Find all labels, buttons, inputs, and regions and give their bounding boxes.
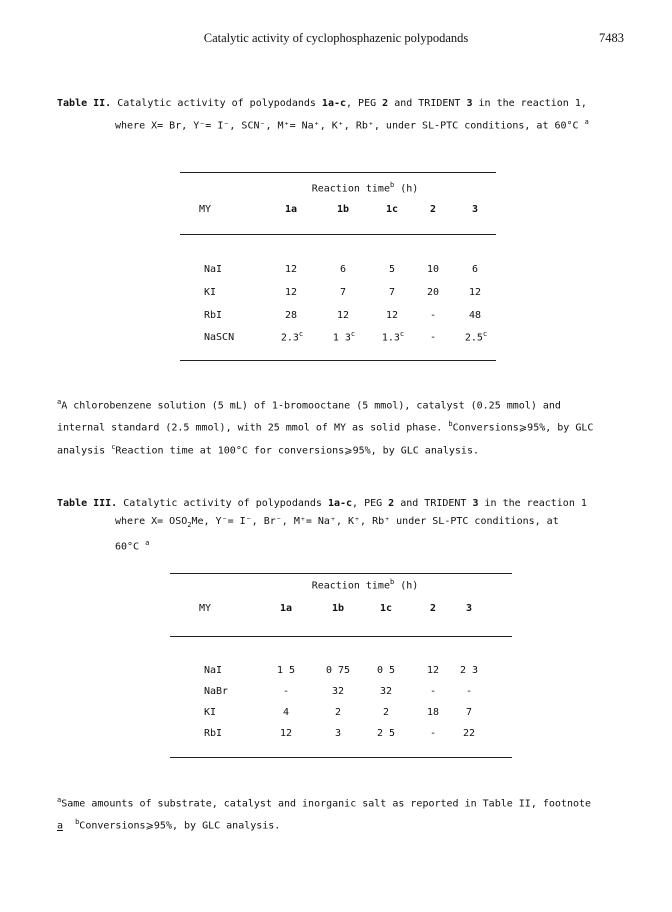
table-row: NaBr [204, 686, 229, 697]
table-cell: 18 [426, 707, 440, 718]
table3-bottom-rule [170, 757, 512, 758]
table-cell: 12 [284, 264, 298, 275]
table2-group-header: Reaction time$^b$ (h) [311, 181, 419, 195]
table-cell: 12 [284, 287, 298, 298]
table-cell: 2 3 [459, 665, 479, 676]
table-row: NaI [204, 665, 223, 676]
table3-col-header-1a: 1a [279, 603, 293, 614]
table-cell: 2.3$^c$ [280, 330, 304, 344]
table3-col-header-1b: 1b [331, 603, 345, 614]
table-cell: 6 [471, 264, 479, 275]
table2-col-header-3: 3 [471, 204, 479, 215]
table-cell: 28 [284, 310, 298, 321]
table-cell: 3 [334, 728, 342, 739]
table-row: RbI [204, 310, 223, 321]
table3-col-header-3: 3 [465, 603, 473, 614]
table3-col-header-my: MY [199, 603, 212, 614]
table-cell: 0 5 [376, 665, 396, 676]
table-cell: 7 [388, 287, 396, 298]
table2-footnote-line3: analysis $^c$Reaction time at 100°C for conversions⩾95%, by GLC analysis. [57, 442, 479, 456]
table-cell: 20 [426, 287, 440, 298]
page-number: 7483 [599, 31, 624, 45]
table-cell: 32 [379, 686, 393, 697]
table-cell: 2 [334, 707, 342, 718]
table-cell: 12 [336, 310, 350, 321]
table-cell: 7 [465, 707, 473, 718]
table-cell: 1.3$^c$ [381, 330, 405, 344]
table-row: KI [204, 707, 217, 718]
table-cell: 2 5 [376, 728, 396, 739]
table2-col-header-1c: 1c [385, 204, 399, 215]
running-title: Catalytic activity of cyclophosphazenic polypodands [203, 31, 469, 45]
table-cell: 4 [282, 707, 290, 718]
table2-col-header-1b: 1b [336, 204, 350, 215]
table-row: NaSCN [204, 332, 235, 343]
table-cell: - [429, 310, 437, 321]
table-cell: 12 [468, 287, 482, 298]
table2-col-header-1a: 1a [284, 204, 298, 215]
table-row: KI [204, 287, 217, 298]
table-cell: - [429, 332, 437, 343]
table-cell: 6 [339, 264, 347, 275]
table-cell: - [465, 686, 473, 697]
table3-footnote-line2: a $^b$Conversions⩾95%, by GLC analysis. [57, 818, 281, 832]
table2-caption-line1: Table II. Catalytic activity of polypodands 1a-c, PEG 2 and TRIDENT 3 in the reaction 1, [57, 98, 587, 109]
table3-col-header-2: 2 [429, 603, 437, 614]
table2-footnote-line1: $^a$A chlorobenzene solution (5 mL) of 1-bromooctane (5 mmol), catalyst (0.25 mmol) and [57, 398, 561, 412]
table-cell: 2.5$^c$ [464, 330, 488, 344]
table2-label: Table II. [57, 98, 112, 109]
table-cell: 10 [426, 264, 440, 275]
table-cell: 12 [426, 665, 440, 676]
table-cell: 22 [462, 728, 476, 739]
table3-group-header: Reaction time$^b$ (h) [311, 578, 419, 592]
table3-caption-line3: 60°C $^a$ [115, 539, 150, 553]
table-row: RbI [204, 728, 223, 739]
table3-footnote-line1: $^a$Same amounts of substrate, catalyst and inorganic salt as reported in Table II, footnote [57, 796, 592, 810]
table-cell: 0 75 [325, 665, 351, 676]
table-cell: 48 [468, 310, 482, 321]
table-cell: 1 3$^c$ [332, 330, 356, 344]
table-cell: 2 [382, 707, 390, 718]
table2-col-header-2: 2 [429, 204, 437, 215]
table-cell: - [429, 728, 437, 739]
table-cell: 12 [279, 728, 293, 739]
table3-footnotes [57, 791, 622, 836]
table-cell: - [429, 686, 437, 697]
table2-col-header-my: MY [199, 204, 212, 215]
table-cell: - [282, 686, 290, 697]
table3-caption-line1: Table III. Catalytic activity of polypodands 1a-c, PEG 2 and TRIDENT 3 in the reaction 1 [57, 498, 587, 509]
table-cell: 5 [388, 264, 396, 275]
table3-col-header-1c: 1c [379, 603, 393, 614]
table-cell: 32 [331, 686, 345, 697]
table-cell: 7 [339, 287, 347, 298]
table3-label: Table III. [57, 498, 118, 509]
table2-caption-line2: where X= Br, Y⁻= I⁻, SCN⁻, M⁺= Na⁺, K⁺, Rb⁺, under SL-PTC conditions, at 60°C $^a$ [115, 118, 589, 132]
table-cell: 12 [385, 310, 399, 321]
table-row: NaI [204, 264, 223, 275]
table3-caption-line2: where $X= OSO_2Me$, Y⁻= I⁻, Br⁻, M⁺= Na⁺, K⁺, Rb⁺ under SL-PTC conditions, at [115, 516, 559, 529]
table-cell: 1 5 [276, 665, 296, 676]
table2-footnote-line2: internal standard (2.5 mmol), with 25 mmol of MY as solid phase. $^b$Conversions⩾95%, by GLC [57, 420, 594, 434]
